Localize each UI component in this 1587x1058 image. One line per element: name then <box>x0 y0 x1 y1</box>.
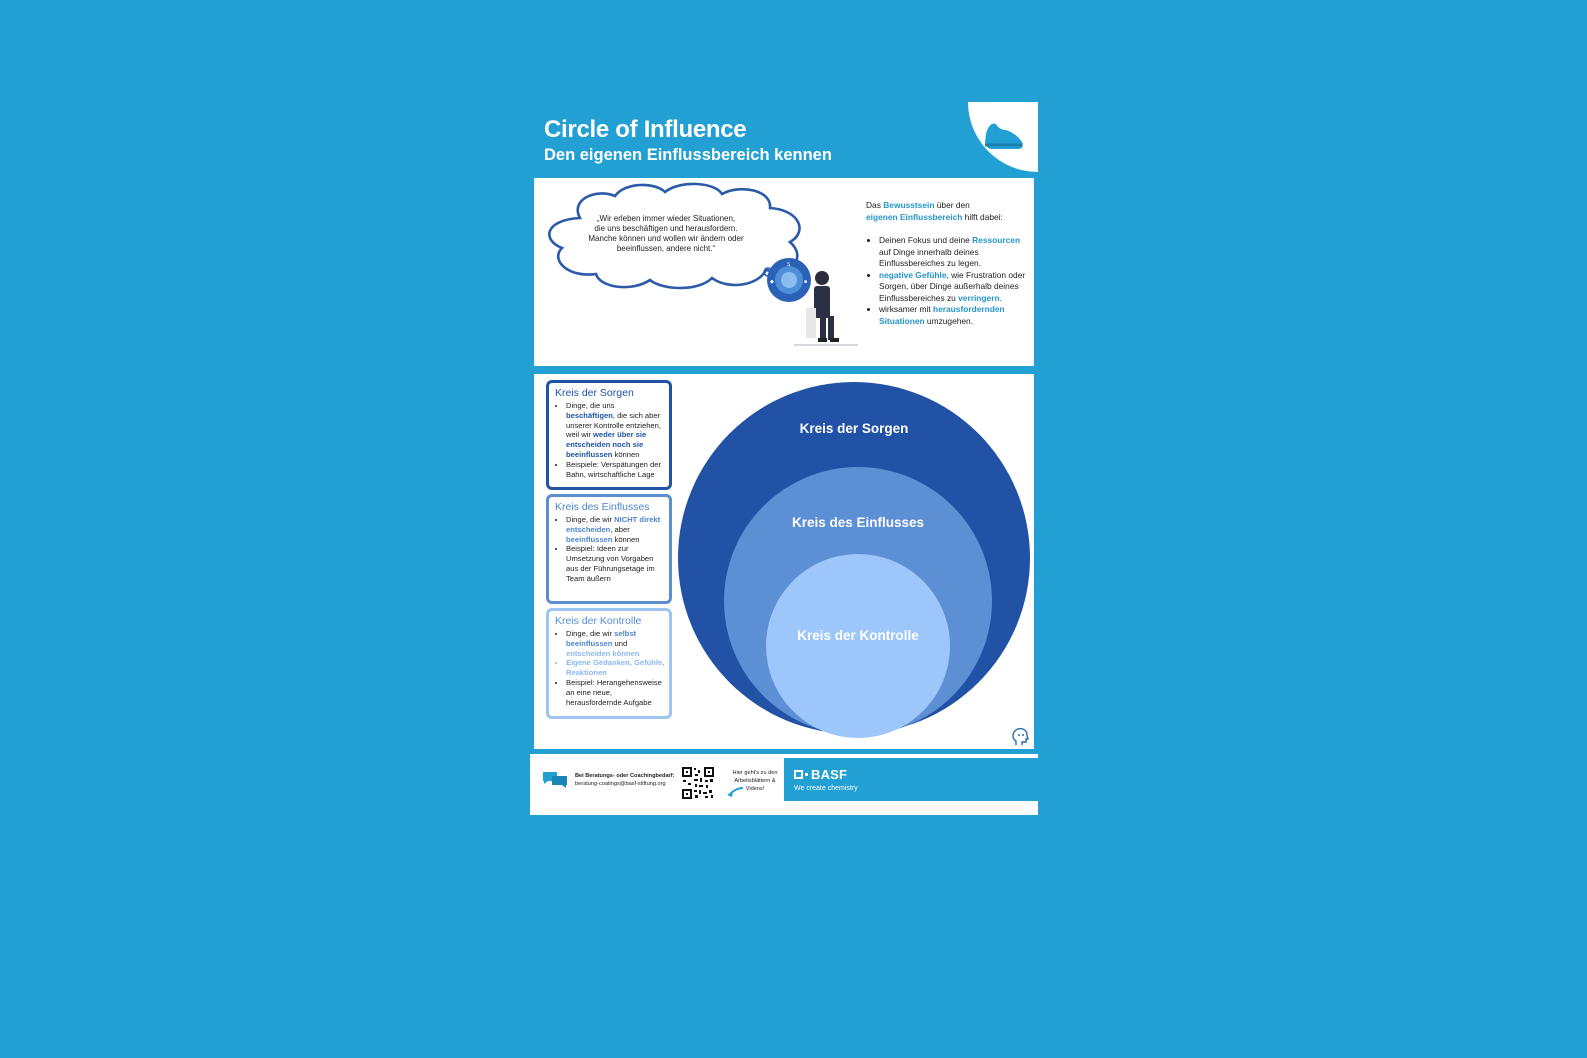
page-subtitle: Den eigenen Einflussbereich kennen <box>544 146 832 164</box>
contact-email[interactable]: beratung-coatings@basf-stiftung.org <box>575 780 666 787</box>
list-item: • Beispiel: Herangehensweise an eine neue, herausfordernde Aufgabe <box>566 678 665 707</box>
text: Dinge, die wir <box>566 629 615 638</box>
box-kreis-der-sorgen <box>546 380 672 490</box>
text: über den <box>934 200 970 210</box>
list-item: • Eigene Gedanken, Gefühle, Reaktionen <box>566 658 665 678</box>
footer <box>530 754 1038 815</box>
header <box>530 102 1038 177</box>
highlight: NICHT direkt entscheiden <box>566 515 661 534</box>
highlight: herausfordernden Situationen <box>879 304 1005 326</box>
contact-label: Bei Beratungs- oder Coachingbedarf: <box>575 773 675 779</box>
basf-tagline: We create chemistry <box>794 785 858 792</box>
quote-line: „Wir erleben immer wieder Situationen, <box>596 214 736 223</box>
highlight: beschäftigen <box>566 410 613 420</box>
svg-text:■: ■ <box>804 279 808 285</box>
box-list <box>555 629 665 707</box>
poster <box>530 102 1038 815</box>
list-item <box>879 304 1031 327</box>
label-kreis-der-sorgen: Kreis der Sorgen <box>799 421 909 436</box>
intro-panel <box>534 178 1034 366</box>
box-kreis-der-kontrolle <box>546 608 672 719</box>
circles-panel <box>534 374 1034 749</box>
benefits-list <box>866 235 1031 327</box>
label-kreis-der-kontrolle: Kreis der Kontrolle <box>797 628 919 643</box>
list-item <box>879 235 1031 270</box>
concentric-circles-diagram <box>678 378 1032 738</box>
basf-logo-text: BASF <box>811 767 848 782</box>
text: und <box>612 638 628 648</box>
highlight: Bewusstsein <box>883 200 935 210</box>
shoe-badge <box>968 102 1038 172</box>
quote-line: beeinflussen, andere nicht.“ <box>616 244 716 253</box>
text: , die sich aber unserer Kontrolle entziehen, weil wir <box>566 410 661 440</box>
thinking-person-illustration <box>764 258 864 363</box>
basf-logo-square-icon <box>794 770 803 779</box>
benefits-lead <box>866 200 1031 223</box>
quote-text <box>586 214 746 254</box>
basf-logo-dot-icon <box>805 773 808 776</box>
text: . <box>999 292 1002 303</box>
head-icon <box>1010 727 1030 747</box>
highlight: selbst beeinflussen <box>566 629 637 648</box>
text: auf Dinge innerhalb deines Einflussbereiches zu legen. <box>879 246 981 268</box>
quote-line: Manche können und wollen wir ändern oder <box>588 234 744 243</box>
chat-bubbles-icon <box>542 770 568 790</box>
text: Dinge, die uns <box>566 401 615 410</box>
list-item: • Beispiele: Verspätungen der Bahn, wirtschaftliche Lage <box>566 460 665 480</box>
list-item <box>566 401 665 460</box>
text: , aber <box>610 524 630 534</box>
box-list <box>555 515 665 584</box>
basf-logo-bar <box>784 758 1038 801</box>
highlight: verringern <box>958 292 1000 303</box>
list-item <box>879 270 1031 305</box>
text: Deinen Fokus und deine <box>879 235 973 245</box>
label-kreis-des-einflusses: Kreis des Einflusses <box>791 515 925 530</box>
box-title: Kreis der Kontrolle <box>555 615 642 627</box>
box-list <box>555 401 665 479</box>
text: wirksamer mit <box>879 304 933 314</box>
text: Dinge, die wir <box>566 515 615 524</box>
arrow-left-icon <box>725 786 745 798</box>
box-title: Kreis der Sorgen <box>555 387 634 399</box>
text: Das <box>866 200 884 210</box>
list-item <box>566 629 665 658</box>
text: hilft dabei: <box>962 211 1003 222</box>
highlight: negative Gefühle <box>879 269 947 280</box>
highlight: Ressourcen <box>972 235 1021 245</box>
text: , wie Frustration oder Sorgen, über Dinge außerhalb deines Einflussbereiches zu <box>879 269 1026 303</box>
box-kreis-des-einflusses <box>546 494 672 604</box>
text: umzugehen. <box>924 315 974 326</box>
list-item: • Beispiel: Ideen zur Umsetzung von Vorgaben aus der Führungsetage im Team äußern <box>566 544 665 583</box>
highlight: beeinflussen <box>566 534 613 544</box>
box-title: Kreis des Einflusses <box>555 501 650 513</box>
qr-code[interactable] <box>681 766 715 800</box>
text: können <box>612 534 640 544</box>
basf-logo <box>794 767 847 782</box>
page-title: Circle of Influence <box>544 116 747 143</box>
highlight: eigenen Einflussbereich <box>866 211 963 222</box>
svg-text:◆: ◆ <box>770 279 774 285</box>
benefits-text <box>866 200 1031 327</box>
list-item <box>566 515 665 544</box>
circle-kontrolle <box>766 554 950 738</box>
highlight: entscheiden können <box>566 648 640 658</box>
shoe-icon <box>980 112 1028 156</box>
svg-text:S: S <box>787 262 791 268</box>
contact-info <box>575 773 674 788</box>
highlight: weder über sie entscheiden noch sie beeinflussen <box>566 430 647 459</box>
text: können <box>612 449 640 459</box>
quote-line: die uns beschäftigen und herausfordern. <box>594 224 738 233</box>
qr-note: Hier geht's zu den Arbeitsblättern & Videos! <box>732 770 778 792</box>
